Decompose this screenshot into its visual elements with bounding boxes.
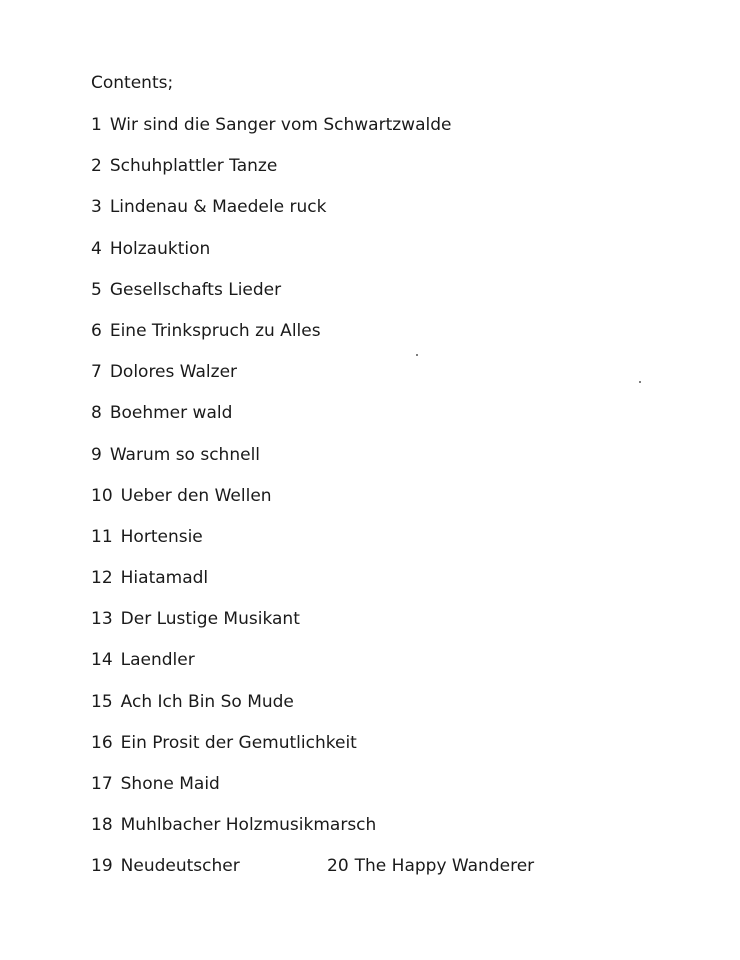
entry-title: Laendler bbox=[120, 650, 195, 671]
entry-number: 13 bbox=[91, 609, 113, 630]
entry-number: 1 bbox=[91, 115, 102, 135]
entry-title: Der Lustige Musikant bbox=[120, 609, 300, 630]
contents-entry bbox=[91, 444, 451, 485]
contents-entry bbox=[91, 361, 451, 402]
entry-title: Ein Prosit der Gemutlichkeit bbox=[120, 732, 357, 753]
contents-heading: Contents; bbox=[91, 73, 174, 93]
contents-entry bbox=[91, 485, 451, 526]
entry-number: 2 bbox=[91, 156, 102, 177]
entry-number: 7 bbox=[91, 362, 102, 383]
contents-entry bbox=[91, 567, 451, 608]
contents-entry bbox=[91, 238, 451, 279]
contents-entry bbox=[91, 114, 451, 155]
entry-number: 6 bbox=[91, 320, 102, 341]
entry-number: 5 bbox=[91, 279, 102, 300]
entry-number: 4 bbox=[91, 238, 102, 259]
entry-number: 14 bbox=[91, 650, 113, 671]
entry-title: Hortensie bbox=[120, 526, 203, 547]
entry-title: Ach Ich Bin So Mude bbox=[120, 691, 294, 712]
contents-entry bbox=[91, 196, 451, 237]
contents-entry bbox=[91, 155, 451, 196]
entry-title: Hiatamadl bbox=[120, 568, 209, 589]
contents-entry bbox=[91, 320, 451, 361]
entry-title: Muhlbacher Holzmusikmarsch bbox=[120, 815, 377, 836]
entry-number: 18 bbox=[91, 815, 113, 836]
entry-number: 19 bbox=[91, 856, 113, 877]
contents-entry bbox=[91, 855, 535, 896]
entry-title: Dolores Walzer bbox=[109, 362, 238, 383]
entry-number: 9 bbox=[91, 444, 102, 465]
entry-title: Ueber den Wellen bbox=[120, 485, 272, 506]
contents-entry bbox=[91, 402, 451, 443]
entry-number: 10 bbox=[91, 485, 113, 506]
contents-entry bbox=[91, 814, 451, 855]
contents-entry bbox=[91, 526, 451, 567]
entry-title: Eine Trinkspruch zu Alles bbox=[109, 320, 321, 341]
entry-title: Lindenau & Maedele ruck bbox=[109, 197, 327, 218]
contents-entry bbox=[91, 608, 451, 649]
entry-title: Shone Maid bbox=[120, 774, 220, 794]
contents-entry bbox=[91, 691, 451, 732]
entry-title: Schuhplattler Tanze bbox=[109, 156, 278, 177]
scan-speck bbox=[416, 354, 418, 356]
contents-entry bbox=[91, 732, 451, 773]
contents-entry bbox=[91, 773, 451, 814]
scan-speck bbox=[639, 381, 641, 383]
entry-title: Boehmer wald bbox=[109, 403, 233, 424]
contents-entry-second-column bbox=[327, 855, 534, 877]
entry-number: 16 bbox=[91, 732, 113, 753]
entry-number: 20 bbox=[327, 856, 349, 877]
entry-title: Gesellschafts Lieder bbox=[109, 279, 282, 300]
entry-title: Wir sind die Sanger vom Schwartzwalde bbox=[109, 115, 452, 135]
entry-number: 8 bbox=[91, 403, 102, 424]
entry-number: 12 bbox=[91, 568, 113, 589]
entry-title: Warum so schnell bbox=[109, 444, 261, 465]
entry-title: Holzauktion bbox=[109, 238, 211, 259]
entry-title: The Happy Wanderer bbox=[354, 856, 535, 877]
entry-number: 15 bbox=[91, 691, 113, 712]
entry-number: 3 bbox=[91, 197, 102, 218]
entry-number: 17 bbox=[91, 774, 113, 794]
entry-number: 11 bbox=[91, 526, 113, 547]
contents-list bbox=[91, 114, 535, 897]
contents-entry bbox=[91, 649, 451, 690]
entry-title: Neudeutscher bbox=[120, 856, 240, 877]
contents-entry bbox=[91, 279, 451, 320]
